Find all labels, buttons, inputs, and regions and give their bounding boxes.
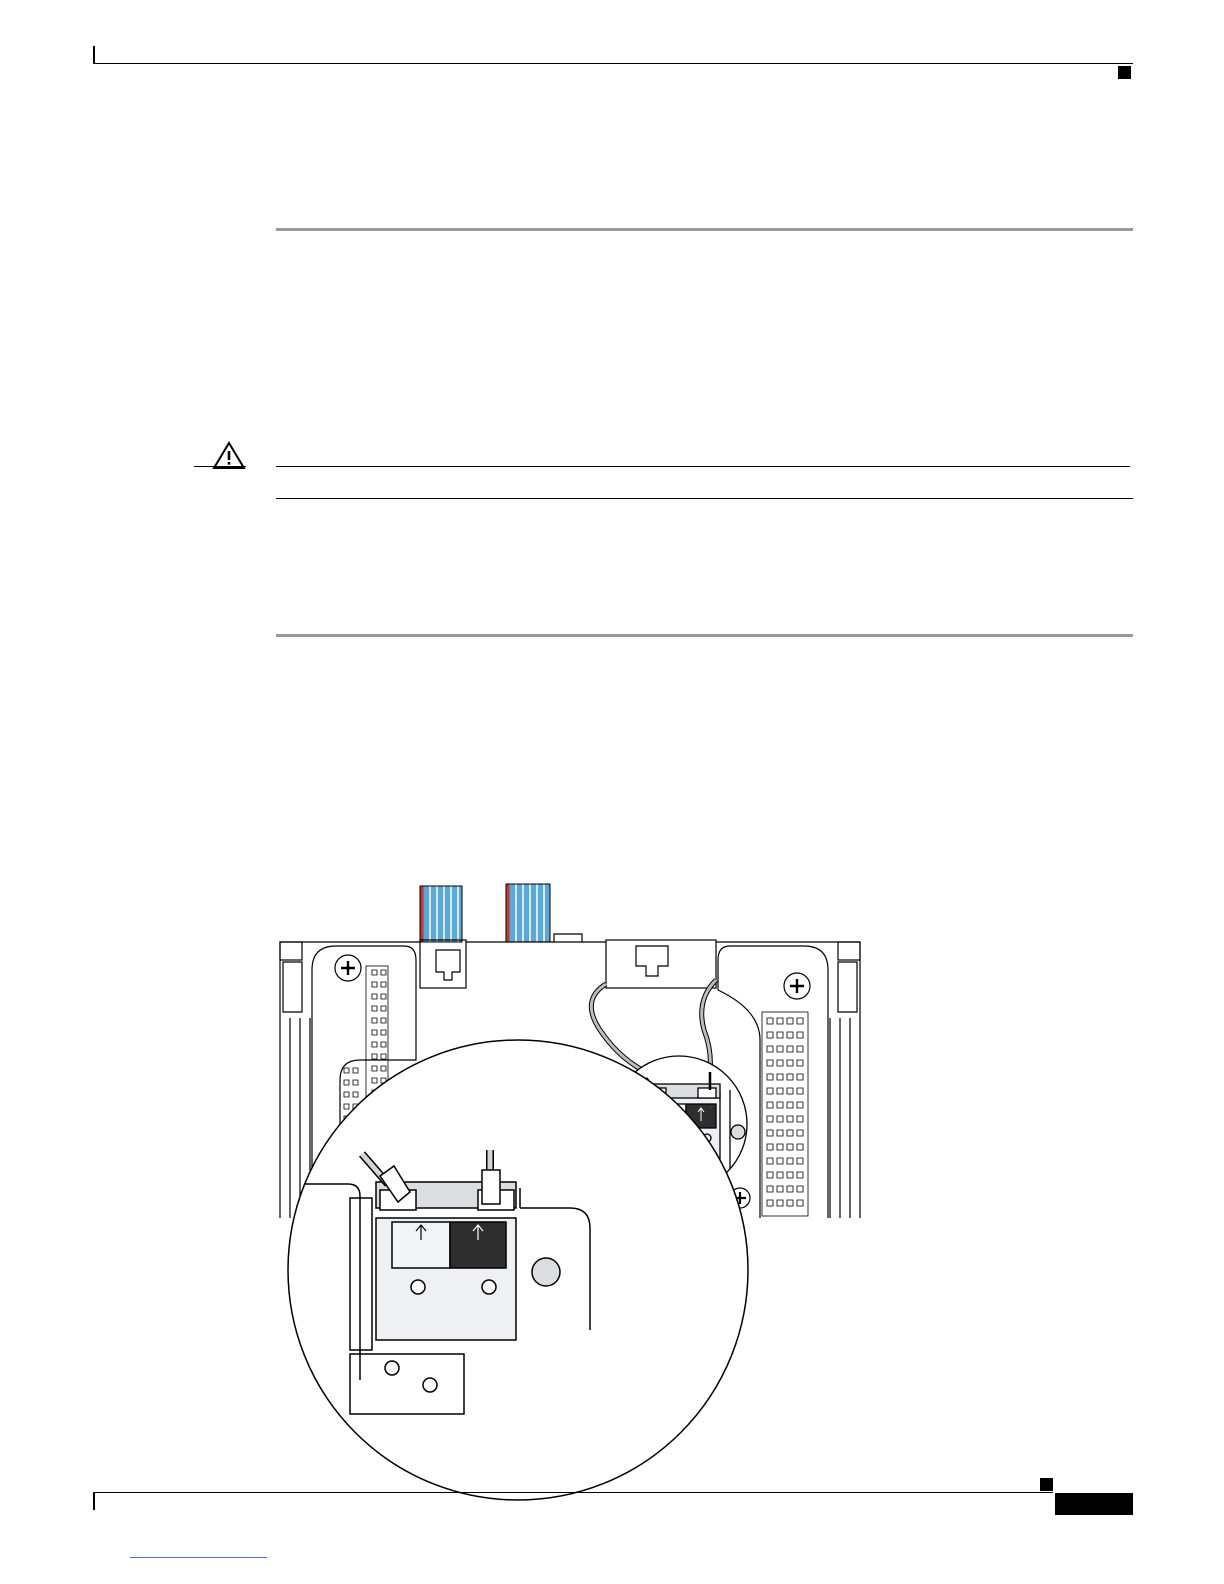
- ribbon-cable-left: [420, 886, 462, 942]
- page-number-box: [1055, 1493, 1133, 1515]
- pin-grid-right: [762, 1012, 808, 1216]
- large-detail-circle: [282, 1040, 748, 1500]
- footer-link-underline[interactable]: [130, 1557, 267, 1558]
- footer-rule: [93, 1492, 1053, 1493]
- footer-marker: [1040, 1478, 1053, 1491]
- ribbon-cable-right: [506, 884, 550, 942]
- footer-left-tick: [93, 1492, 95, 1510]
